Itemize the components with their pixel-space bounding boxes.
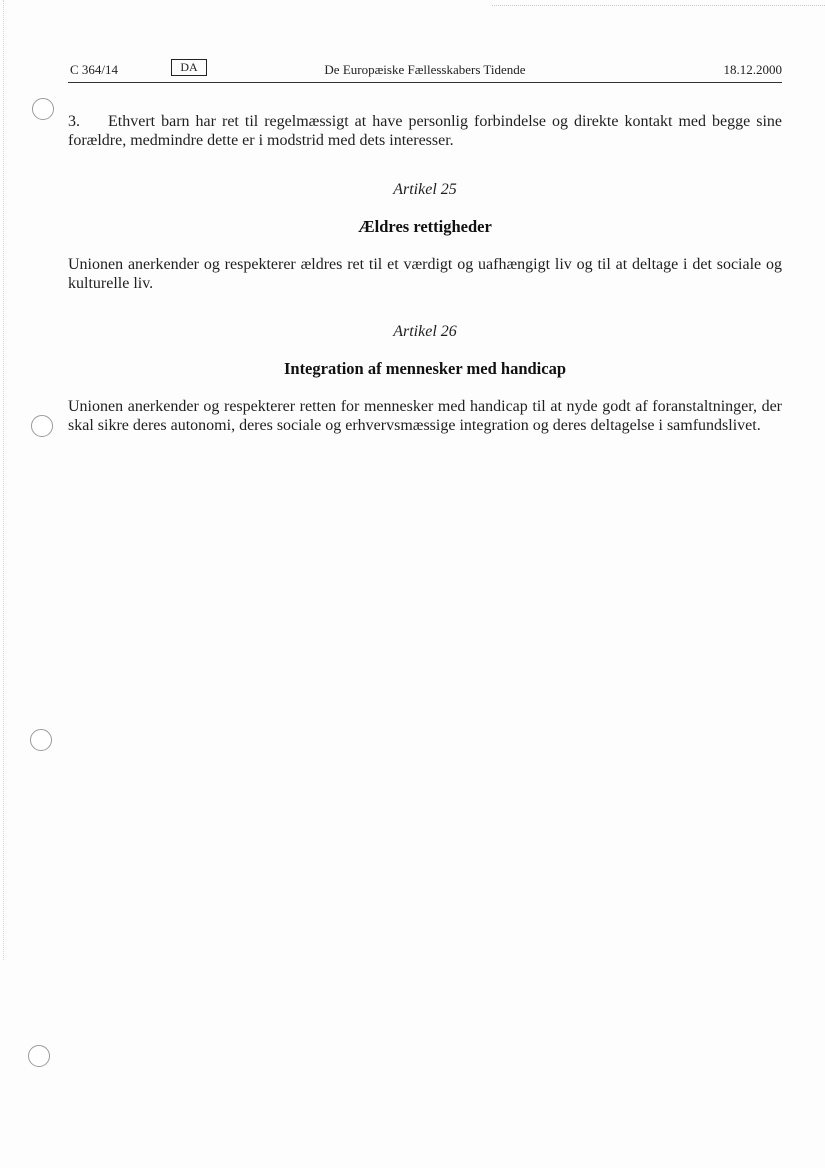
language-badge: DA: [171, 59, 207, 76]
punch-hole-3: [30, 729, 52, 751]
article-25-text: Unionen anerkender og respekterer ældres ret til et værdigt og uafhængigt liv og til at deltage i det sociale og kulturelle liv.: [68, 256, 782, 292]
header-divider: [68, 82, 782, 83]
punch-hole-2: [31, 415, 53, 437]
article-26-text: Unionen anerkender og respekterer retten for mennesker med handicap til at nyde godt af foranstaltninger, der skal sikre deres autonomi, deres sociale og erhvervsmæssige integration og deres deltagelse i samfundslivet.: [68, 398, 782, 434]
scan-left-edge: [3, 0, 4, 960]
scan-artifact-line: [492, 5, 825, 6]
journal-series-number: C 364/14: [70, 62, 119, 77]
article-26-label: Artikel 26: [393, 323, 457, 340]
paragraph-3: [68, 112, 782, 150]
publication-date: 18.12.2000: [723, 62, 782, 77]
paragraph-number: 3.: [68, 113, 80, 130]
article-25-label: Artikel 25: [393, 181, 457, 198]
page-header: [68, 59, 782, 83]
paragraph-text: Ethvert barn har ret til regelmæssigt at have personlig forbindelse og direkte kontakt med begge sine forældre, medmindre dette er i modstrid med dets interesser.: [68, 113, 782, 149]
article-25-title: Ældres rettigheder: [358, 217, 492, 236]
punch-hole-1: [32, 98, 54, 120]
punch-hole-4: [28, 1045, 50, 1067]
journal-title: De Europæiske Fællesskabers Tidende: [324, 62, 526, 77]
article-26-title: Integration af mennesker med handicap: [283, 359, 567, 378]
